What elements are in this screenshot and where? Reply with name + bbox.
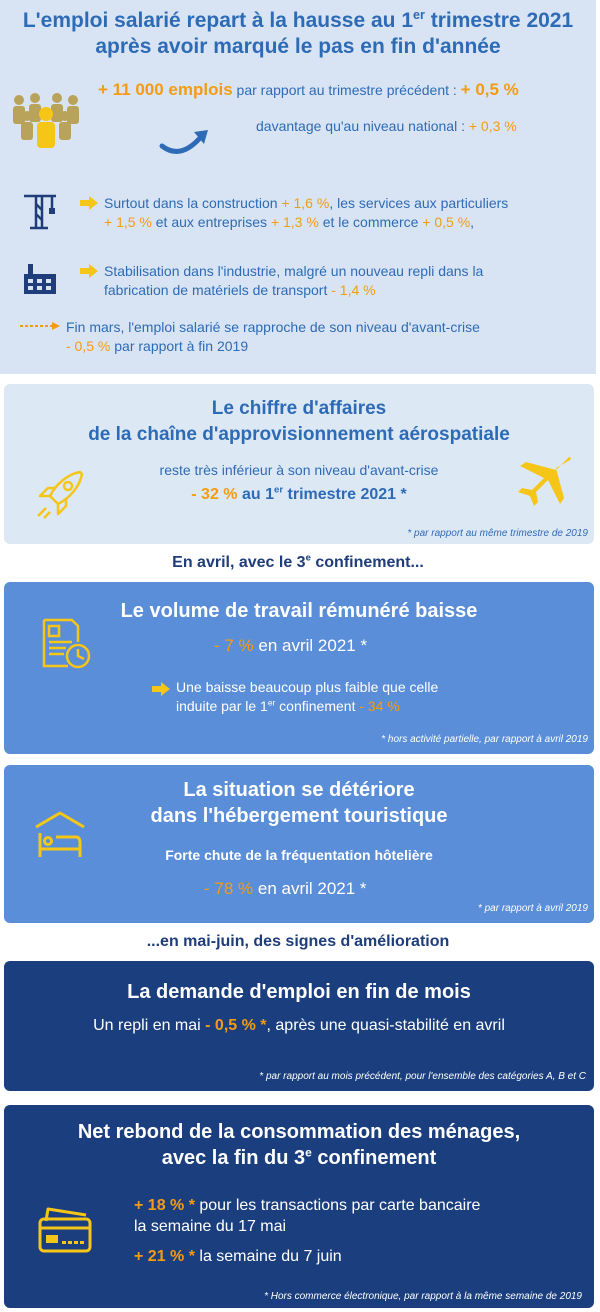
airplane-icon — [514, 454, 574, 506]
tourism-title: La situation se détériore — [183, 779, 415, 801]
credit-card-icon — [36, 1201, 96, 1257]
rocket-icon — [32, 466, 88, 522]
arrow-right-icon — [80, 196, 98, 210]
work-volume-title: Le volume de travail rémunéré baisse — [120, 600, 478, 622]
jobs-line: + 11 000 emplois par rapport au trimestre précédent : + 0,5 % — [98, 80, 519, 99]
industry-bullet: Stabilisation dans l'industrie, malgré un nouveau repli dans la fabrication de matériels de transport - 1,4 % — [104, 263, 484, 298]
job-demand-note: * par rapport au mois précédent, pour l'ensemble des catégories A, B et C — [259, 1071, 586, 1082]
consumption-section — [4, 1105, 594, 1308]
section-title-line2: après avoir marqué le pas en fin d'année — [95, 35, 501, 58]
section-title: L'emploi salarié repart à la hausse au 1er trimestre 2021 — [22, 8, 574, 32]
aerospace-title: Le chiffre d'affaires — [211, 398, 387, 419]
national-line: davantage qu'au niveau national : + 0,3 % — [256, 118, 517, 134]
aerospace-line: reste très inférieur à son niveau d'avant-crise — [159, 462, 439, 478]
may-june-headline: ...en mai-juin, des signes d'amélioration — [146, 933, 450, 950]
aerospace-note: * par rapport au même trimestre de 2019 — [407, 528, 588, 539]
arrow-right-icon — [152, 682, 170, 696]
bed-icon — [32, 809, 88, 863]
work-volume-section — [4, 582, 594, 754]
work-volume-note: * hors activité partielle, par rapport à avril 2019 — [381, 734, 588, 745]
aerospace-value: - 32 % au 1er trimestre 2021 * — [191, 484, 407, 503]
consumption-title: Net rebond de la consommation des ménages, — [77, 1121, 521, 1143]
timesheet-clock-icon — [38, 616, 94, 672]
tourism-value: - 78 % en avril 2021 * — [204, 879, 367, 898]
work-volume-comparison: Une baisse beaucoup plus faible que celle induite par le 1er confinement - 34 % — [176, 679, 439, 714]
factory-icon — [22, 262, 58, 296]
employment-section — [0, 0, 596, 374]
arrow-right-icon — [80, 264, 98, 278]
aerospace-title-line2: de la chaîne d'approvisionnement aérospatiale — [88, 424, 510, 445]
june-week-line: + 21 % * la semaine du 7 juin — [134, 1248, 342, 1265]
tourism-title-line2: dans l'hébergement touristique — [150, 805, 448, 827]
consumption-note: * Hors commerce électronique, par rapport à la même semaine de 2019 — [264, 1291, 582, 1302]
crane-icon — [22, 190, 58, 230]
tourism-section — [4, 765, 594, 923]
construction-bullet: Surtout dans la construction + 1,6 %, les services aux particuliers + 1,5 % et aux entreprises + 1,3 % et le commerce + 0,5 %, — [104, 195, 509, 230]
tourism-note: * par rapport à avril 2019 — [477, 903, 588, 914]
work-volume-value: - 7 % en avril 2021 * — [214, 636, 368, 655]
dashed-arrow-icon — [20, 322, 60, 330]
tourism-subtitle: Forte chute de la fréquentation hôtelière — [165, 847, 433, 863]
job-demand-line: Un repli en mai - 0,5 % *, après une quasi-stabilité en avril — [93, 1017, 505, 1034]
aerospace-section — [4, 384, 594, 544]
job-demand-section — [4, 961, 594, 1091]
consumption-title-line2: avec la fin du 3e confinement — [161, 1145, 437, 1169]
april-headline: En avril, avec le 3e confinement... — [172, 552, 424, 571]
job-demand-title: La demande d'emploi en fin de mois — [127, 981, 471, 1003]
curved-arrow-icon — [158, 126, 212, 160]
card-transactions-line: + 18 % * pour les transactions par carte bancaire la semaine du 17 mai — [134, 1197, 481, 1235]
pre-crisis-bullet: Fin mars, l'emploi salarié se rapproche de son niveau d'avant-crise - 0,5 % par rapport à fin 2019 — [66, 319, 480, 354]
people-icon — [10, 90, 82, 152]
